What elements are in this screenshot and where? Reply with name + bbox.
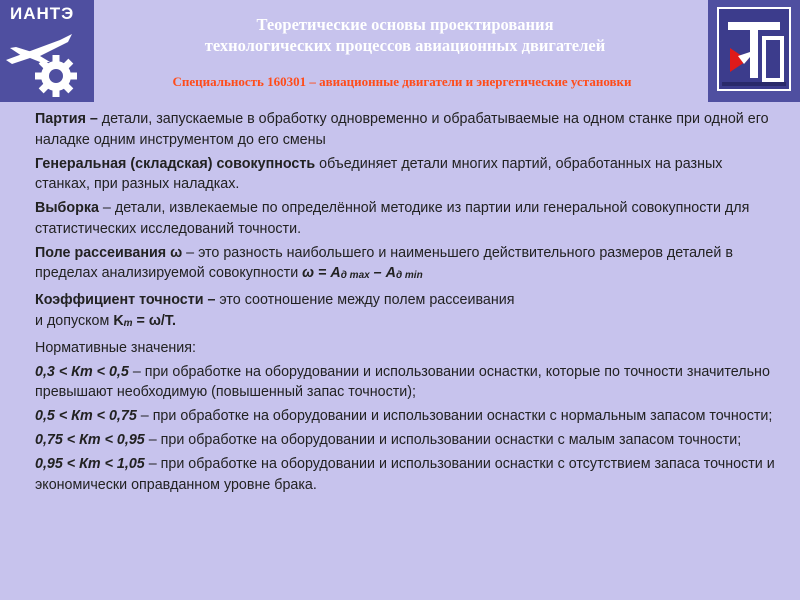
text-population: объединяет детали многих партий, обработанных на разных станках, при разных наладках. [35, 155, 723, 192]
text-sample: – детали, извлекаемые по определённой методике из партии или генеральной совокупности для статистических исследований точности. [35, 200, 750, 237]
formula-part-b: – А [369, 265, 396, 281]
range-3-term: 0,75 < Кт < 0,95 [35, 432, 145, 448]
text-accuracy-coefficient: это соотношение между полем рассеивания [215, 292, 515, 308]
formula-sub-max: д max [340, 270, 370, 281]
normative-range-4 [35, 454, 775, 495]
definition-accuracy-coefficient [35, 290, 775, 311]
range-2-term: 0,5 < Кт < 0,75 [35, 408, 137, 424]
formula-k-sub: т [123, 317, 133, 329]
range-2-text: – при обработке на оборудовании и использовании оснастки с нормальным запасом точности; [136, 408, 773, 424]
text-batch: детали, запускаемые в обработку одновременно и обрабатываемые на одном станке при одной его наладке одним инструментом до его смены [35, 111, 769, 148]
term-population: Генеральная (складская) совокупность [35, 155, 316, 172]
formula-sub-min: д min [395, 270, 423, 281]
text-dispersion: – это разность наибольшего и наименьшего действительного размеров деталей в пределах анализируемой совокупности [35, 244, 733, 281]
formula-k-rest: = ω/T. [132, 312, 177, 329]
formula-part-a: ω = А [302, 265, 341, 281]
range-4-term: 0,95 < Кт < 1,05 [35, 456, 145, 472]
emblem-icon [708, 0, 800, 102]
range-4-text: – при обработке на оборудовании и использовании оснастки с отсутствием запаса точности и экономически оправданном уровне брака. [35, 456, 775, 493]
range-1-text: – при обработке на оборудовании и использовании оснастки, которые по точности значительно превышают необходимую (повышенный запас точности); [35, 363, 770, 400]
university-emblem [708, 0, 800, 102]
title-line-1: Теоретические основы проектирования [256, 15, 554, 34]
term-batch: Партия – [35, 111, 98, 127]
definition-dispersion [35, 243, 775, 287]
specialty-subtitle: Специальность 160301 – авиационные двигатели и энергетические установки [172, 74, 632, 89]
accuracy-coefficient-formula-line [35, 311, 775, 335]
text-tolerance: и допуском [35, 312, 114, 329]
slide-body [35, 109, 775, 499]
term-accuracy-coefficient: Коэффициент точности – [35, 292, 216, 308]
title-line-2: технологических процессов авиационных двигателей [204, 36, 606, 55]
normative-range-2 [35, 406, 775, 427]
normative-range-1 [35, 362, 775, 403]
definition-population [35, 154, 775, 195]
page-title [110, 14, 700, 56]
term-dispersion: Поле рассеивания ω [35, 244, 183, 261]
range-3-text: – при обработке на оборудовании и использовании оснастки с малым запасом точности; [144, 432, 742, 448]
definition-sample [35, 198, 775, 239]
term-sample: Выборка [35, 200, 99, 216]
institute-logo [0, 0, 94, 102]
formula-dispersion [302, 265, 423, 281]
formula-k: K [113, 312, 124, 329]
normative-range-3 [35, 430, 775, 451]
header [0, 0, 800, 102]
logo-abbreviation: ИАНТЭ [10, 4, 75, 23]
normative-values-heading: Нормативные значения: [35, 339, 197, 356]
definition-batch [35, 109, 775, 150]
range-1-term: 0,3 < Кт < 0,5 [35, 363, 129, 380]
